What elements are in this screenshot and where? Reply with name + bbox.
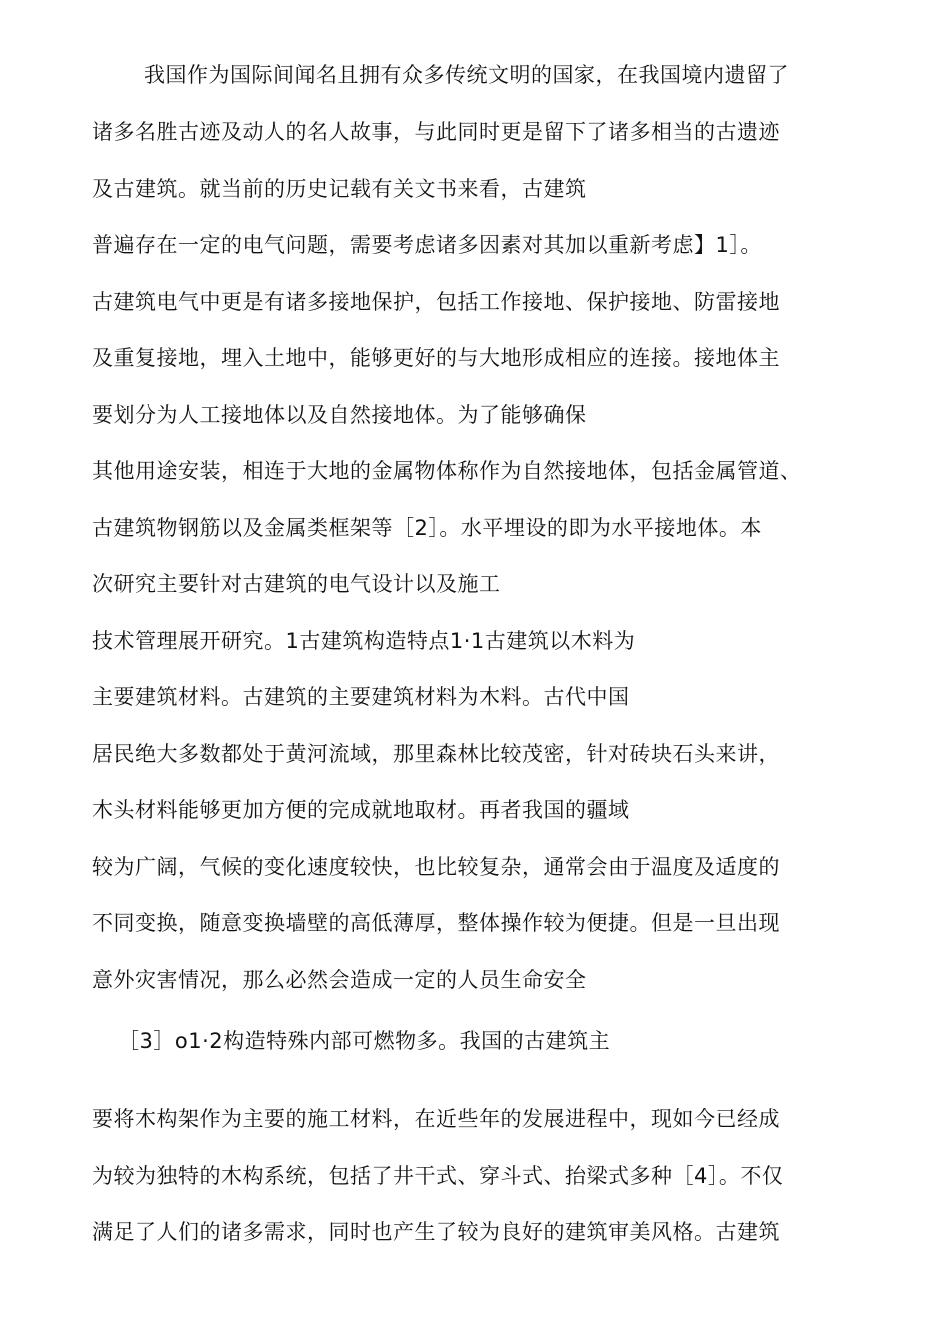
- text-line: 主要建筑材料。古建筑的主要建筑材料为木料。古代中国: [92, 685, 630, 709]
- text-line: 我国作为国际间闻名且拥有众多传统文明的国家，在我国境内遗留了: [144, 63, 789, 87]
- text-line: 要将木构架作为主要的施工材料，在近些年的发展进程中，现如今已经成: [92, 1107, 780, 1131]
- text-line: 较为广阔，气候的变化速度较快，也比较复杂，通常会由于温度及适度的: [92, 855, 780, 879]
- text-line: 诸多名胜古迹及动人的名人故事，与此同时更是留下了诸多相当的古遗迹: [92, 120, 780, 144]
- text-line: 古建筑电气中更是有诸多接地保护，包括工作接地、保护接地、防雷接地: [92, 290, 780, 314]
- text-line: 及古建筑。就当前的历史记载有关文书来看，古建筑: [92, 177, 587, 201]
- text-line: 木头材料能够更加方便的完成就地取材。再者我国的疆域: [92, 798, 630, 822]
- text-line: 意外灾害情况，那么必然会造成一定的人员生命安全: [92, 968, 587, 992]
- text-line: 不同变换，随意变换墙壁的高低薄厚，整体操作较为便捷。但是一旦出现: [92, 911, 780, 935]
- text-line: 及重复接地，埋入土地中，能够更好的与大地形成相应的连接。接地体主: [92, 346, 780, 370]
- text-line: 要划分为人工接地体以及自然接地体。为了能够确保: [92, 403, 587, 427]
- text-line: 满足了人们的诸多需求，同时也产生了较为良好的建筑审美风格。古建筑: [92, 1220, 780, 1244]
- text-line: ［3］o1·2构造特殊内部可燃物多。我国的古建筑主: [118, 1029, 611, 1053]
- text-line: 技术管理展开研究。1古建筑构造特点1·1古建筑以木料为: [92, 629, 636, 653]
- text-line: 其他用途安装，相连于大地的金属物体称作为自然接地体，包括金属管道、: [92, 459, 802, 483]
- text-line: 次研究主要针对古建筑的电气设计以及施工: [92, 572, 501, 596]
- text-line: 居民绝大多数都处于黄河流域，那里森林比较茂密，针对砖块石头来讲，: [92, 742, 780, 766]
- text-line: 普遍存在一定的电气问题，需要考虑诸多因素对其加以重新考虑】1］。: [92, 233, 762, 257]
- text-line: 古建筑物钢筋以及金属类框架等［2］。水平埋设的即为水平接地体。本: [92, 516, 762, 540]
- text-line: 为较为独特的木构系统，包括了井干式、穿斗式、抬梁式多种［4］。不仅: [92, 1164, 784, 1188]
